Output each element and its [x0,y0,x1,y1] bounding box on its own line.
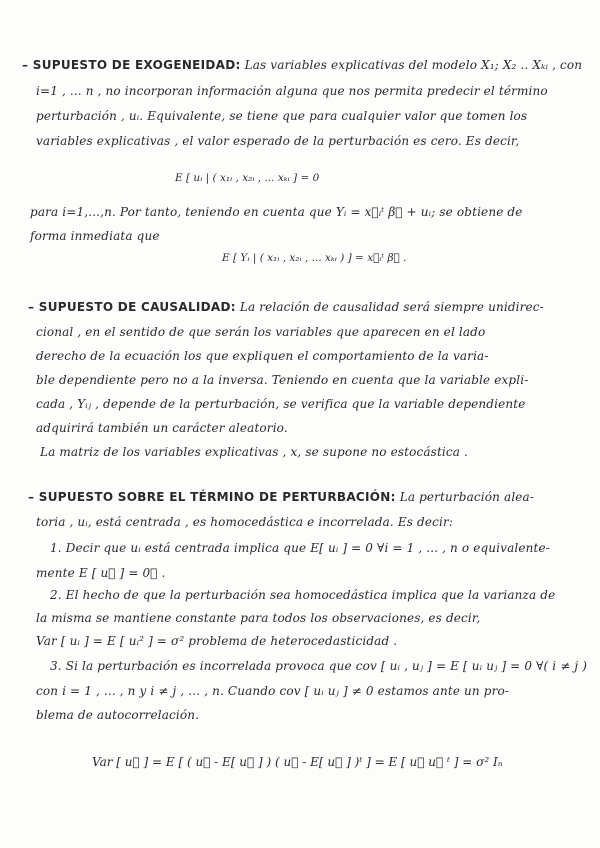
section-2-line-5: cada , Yᵢⱼ , depende de la perturbación, se verifica que la variable dependiente [36,397,526,411]
section-3-line-9: con i = 1 , ... , n y i ≠ j , ... , n. Cuando cov [ uᵢ uⱼ ] ≠ 0 estamos ante un pro- [36,684,510,698]
section-2-line-6: adquirirá también un carácter aleatorio. [36,421,288,435]
section-1-line-4: variables explicativas , el valor esperado de la perturbación es cero. Es decir, [36,134,520,148]
section-3-line-2: toria , uᵢ, está centrada , es homocedástica e incorrelada. Es decir: [36,515,454,529]
formula-variance-matrix: Var [ u⃗ ] = E [ ( u⃗ - E[ u⃗ ] ) ( u⃗ - E[ u⃗ ] )ᵗ ] = E [ u⃗ u⃗ ᵗ ] = σ² Iₙ [92,755,503,769]
section-3-line-6: la misma se mantiene constante para todos los observaciones, es decir, [36,611,481,625]
section-2-line-1 [28,300,544,314]
section-3-line-7: Var [ uᵢ ] = E [ uᵢ² ] = σ² problema de heterocedasticidad . [36,634,398,648]
section-2-line-7: La matriz de los variables explicativas , x, se supone no estocástica . [40,445,469,459]
section-1-line-1-text: Las variables explicativas del modelo X₁; X₂ .. Xₖᵢ , con [244,58,583,72]
section-3-line-4: mente E [ u⃗ ] = 0⃗ . [36,566,166,580]
section-heading-exogeneidad: – SUPUESTO DE EXOGENEIDAD: [22,58,241,72]
section-3-line-5: 2. El hecho de que la perturbación sea homocedástica implica que la varianza de [50,588,556,602]
section-3-line-1 [28,490,534,504]
formula-conditional-expectation: E [ Yᵢ | ( x₁ᵢ , x₂ᵢ , ... xₖᵢ ) ] = x⃗ᵢᵗ β⃗ . [222,252,407,264]
section-1-line-3: perturbación , uᵢ. Equivalente, se tiene que para cualquier valor que tomen los [36,109,528,123]
section-2-line-4: ble dependiente pero no a la inversa. Teniendo en cuenta que la variable expli- [36,373,529,387]
section-1-line-5: para i=1,...,n. Por tanto, teniendo en cuenta que Yᵢ = x⃗ᵢᵗ β⃗ + uᵢ; se obtiene de [30,205,523,219]
section-1-line-6: forma inmediata que [30,229,160,243]
section-heading-causalidad: – SUPUESTO DE CAUSALIDAD: [28,300,236,314]
section-3-line-10: blema de autocorrelación. [36,708,200,722]
section-heading-perturbacion: – SUPUESTO SOBRE EL TÉRMINO DE PERTURBACIÓN: [28,490,396,504]
section-3-line-3: 1. Decir que uᵢ está centrada implica que E[ uᵢ ] = 0 ∀i = 1 , ... , n o equivalente- [50,541,550,555]
section-2-line-3: derecho de la ecuación los que expliquen el comportamiento de la varia- [36,349,489,363]
section-2-line-2: cional , en el sentido de que serán los variables que aparecen en el lado [36,325,486,339]
section-1-line-2: i=1 , ... n , no incorporan información alguna que nos permita predecir el término [36,84,548,98]
section-3-line-1-text: La perturbación alea- [399,490,535,504]
formula-exogeneity: E [ uᵢ | ( x₁ᵢ , x₂ᵢ , ... xₖᵢ ] = 0 [175,172,320,184]
section-3-line-8: 3. Si la perturbación es incorrelada provoca que cov [ uᵢ , uⱼ ] = E [ uᵢ uⱼ ] = 0 ∀( i ≠ j ) [50,659,588,673]
section-1-line-1 [22,58,582,72]
section-2-line-1-text: La relación de causalidad será siempre unidirec- [239,300,544,314]
